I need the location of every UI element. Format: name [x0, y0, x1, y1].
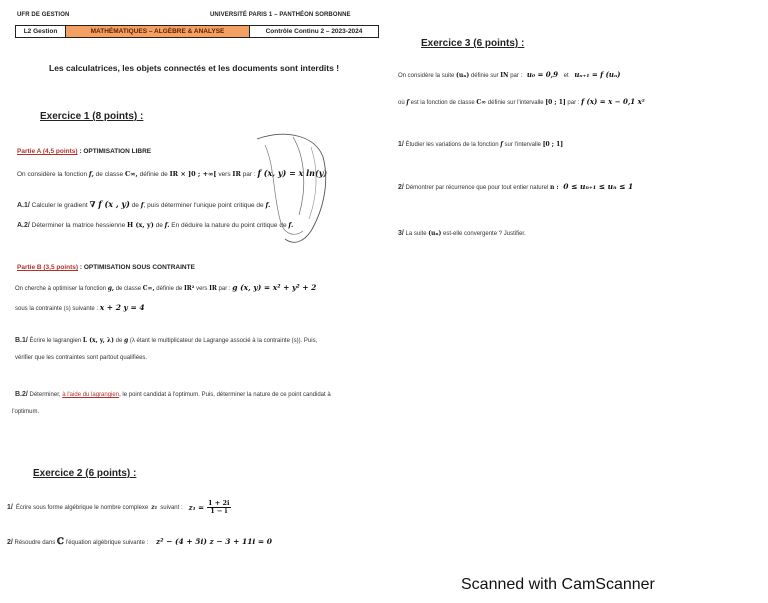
question-number: 2/ — [7, 539, 13, 546]
text: (λ étant le multiplicateur de Lagrange associé à la contrainte (s)). Puis, — [129, 338, 318, 344]
math-u0: u₀ = 0,9 — [526, 70, 558, 79]
text: On cherche à optimiser la fonction — [15, 286, 107, 292]
math-gradient: ∇ f (x , y) — [89, 199, 130, 209]
math-interval: [0 ; 1] — [545, 99, 566, 106]
highlighted-phrase: à l'aide du lagrangien — [62, 392, 120, 398]
math-z1: z₁ — [151, 504, 158, 511]
math-g: g, — [107, 285, 115, 292]
text: est-elle convergente ? Justifier. — [443, 231, 526, 237]
math-equation: z² − (4 + 5i) z − 3 + 11i = 0 — [155, 537, 273, 546]
part-a-topic: : OPTIMISATION LIBRE — [77, 148, 152, 155]
text: La suite — [405, 231, 427, 237]
math-class: C∞ — [476, 99, 487, 106]
math-formula: f (x) = x − 0,1 x² — [581, 97, 645, 106]
math-sequence: (uₙ) — [456, 72, 470, 79]
math-interval: [0 ; 1] — [542, 141, 564, 148]
math-domain: IR × ]0 ; +∞[ — [169, 170, 217, 178]
question-number: A.2/ — [17, 222, 30, 229]
text: par : — [510, 73, 523, 79]
text: où — [398, 100, 405, 106]
text: par : — [567, 100, 580, 106]
math-n: n : — [549, 184, 559, 191]
math-formula: g (x, y) = x² + y² + 2 — [232, 283, 317, 292]
ufr-label: UFR DE GESTION — [17, 12, 70, 18]
part-b-title — [17, 264, 195, 271]
question-number: 1/ — [7, 504, 13, 511]
text: On considère la fonction — [17, 171, 88, 178]
math-complex-set: ℂ — [56, 537, 65, 547]
ex2-question-2 — [7, 537, 272, 547]
part-a-title — [17, 148, 151, 155]
ex3-function-def — [398, 97, 645, 106]
fraction-denominator: 1 − i — [210, 507, 228, 515]
math-lagrangian: L (x, y, λ) — [82, 337, 114, 344]
text: de classe — [115, 286, 142, 292]
text: définie de — [156, 286, 183, 292]
text: Étudier les variations de la fonction — [405, 142, 499, 148]
question-number: B.1/ — [15, 337, 28, 344]
math-f: f. — [265, 201, 271, 209]
exercise-2-title: Exercice 2 (6 points) : — [33, 468, 137, 479]
text: sur l'intervalle — [504, 142, 542, 148]
math-inequality: 0 ≤ uₙ₊₁ ≤ uₙ ≤ 1 — [563, 182, 634, 191]
notice-text: Les calculatrices, les objets connectés et les documents sont interdits ! — [49, 63, 340, 73]
exam-cell: Contrôle Continu 2 – 2023-2024 — [249, 25, 379, 38]
handwritten-marks — [242, 127, 335, 247]
text: définie sur — [470, 73, 499, 79]
math-f: f — [140, 201, 144, 209]
part-b-label: Partie B (3,5 points) — [17, 264, 79, 271]
math-f: f — [500, 141, 503, 148]
question-b2 — [15, 391, 331, 398]
level-cell: L2 Gestion — [15, 25, 66, 38]
text: Écrire le lagrangien — [29, 338, 82, 344]
text: Déterminer la matrice hessienne — [31, 222, 126, 229]
fraction — [207, 500, 231, 515]
part-b-topic: : OPTIMISATION SOUS CONTRAINTE — [78, 264, 195, 271]
math-hessian: H (x, y) — [127, 221, 154, 229]
question-a1 — [17, 199, 270, 209]
math-ir: IR — [209, 285, 217, 292]
text: vers — [196, 286, 208, 292]
university-label: UNIVERSITÉ PARIS 1 – PANTHÉON SORBONNE — [210, 12, 351, 18]
text: par : — [242, 171, 256, 178]
text: Démontrer par récurrence que pour tout entier naturel — [405, 185, 549, 191]
text: On considère la suite — [398, 73, 455, 79]
math-recurrence: uₙ₊₁ = f (uₙ) — [574, 70, 621, 79]
text: de — [131, 202, 139, 209]
text: définie de — [139, 171, 168, 178]
exercise-1-title: Exercice 1 (8 points) : — [40, 111, 144, 122]
math-ir2: IR² — [183, 285, 195, 292]
text: et — [563, 73, 569, 79]
ex3-question-1 — [398, 141, 563, 148]
exercise-3-title: Exercice 3 (6 points) : — [421, 38, 525, 49]
text: Déterminer, — [29, 392, 61, 398]
question-number: 1/ — [398, 141, 404, 148]
math-sequence: (uₙ) — [428, 230, 442, 237]
text: , le point candidat à l'optimum. Puis, déterminer la nature de ce point candidat à — [119, 392, 331, 398]
math-g: g — [123, 337, 129, 344]
ex2-question-1 — [7, 500, 231, 515]
math-constraint: x + 2 y = 4 — [99, 303, 145, 312]
part-a-label: Partie A (4,5 points) — [17, 148, 78, 155]
ex3-question-3 — [398, 230, 526, 237]
math-f: f. — [288, 221, 294, 229]
math-in: IN — [500, 72, 509, 79]
math-ir: IR — [232, 170, 241, 178]
math-f: f. — [164, 221, 170, 229]
text: , puis déterminer l'unique point critique de — [143, 202, 264, 209]
text: En déduire la nature du point critique de — [171, 222, 287, 229]
text: suivant : — [160, 504, 183, 511]
part-b-constraint — [15, 303, 145, 312]
question-b2-cont: l'optimum. — [12, 409, 40, 415]
math-formula: f (x, y) = x ln(y) — [257, 168, 328, 178]
question-number: A.1/ — [17, 202, 30, 209]
question-number: B.2/ — [15, 391, 28, 398]
fraction-numerator: 1 + 2i — [208, 499, 230, 507]
text: de — [155, 222, 163, 229]
text: Calculer le gradient — [31, 202, 88, 209]
text: l'équation algébrique suivante : — [65, 540, 149, 546]
text: Écrire sous forme algébrique le nombre complexe — [15, 504, 149, 511]
text: de — [115, 338, 123, 344]
question-number: 2/ — [398, 184, 404, 191]
math-class: C∞, — [124, 170, 138, 178]
math-f: f, — [88, 170, 94, 178]
ex3-question-2 — [398, 182, 633, 191]
text: Résoudre dans — [14, 540, 56, 546]
math-class: C∞, — [142, 285, 155, 292]
text: définie sur l'intervalle — [487, 100, 544, 106]
question-number: 3/ — [398, 230, 404, 237]
math-z1-lhs: z₁ = — [188, 503, 204, 512]
text: vers — [218, 171, 231, 178]
text: par : — [218, 286, 231, 292]
part-b-intro — [15, 283, 316, 292]
math-f: f — [406, 99, 409, 106]
text: de classe — [95, 171, 124, 178]
ex3-intro — [398, 70, 621, 79]
question-b1-cont: vérifier que les contraintes sont partout qualifiées. — [15, 355, 148, 361]
text: sous la contrainte (s) suivante : — [15, 306, 99, 312]
text: est la fonction de classe — [410, 100, 475, 106]
question-b1 — [15, 337, 317, 344]
course-cell: MATHÉMATIQUES – ALGÈBRE & ANALYSE — [65, 25, 250, 38]
scanner-watermark: Scanned with CamScanner — [461, 576, 655, 593]
